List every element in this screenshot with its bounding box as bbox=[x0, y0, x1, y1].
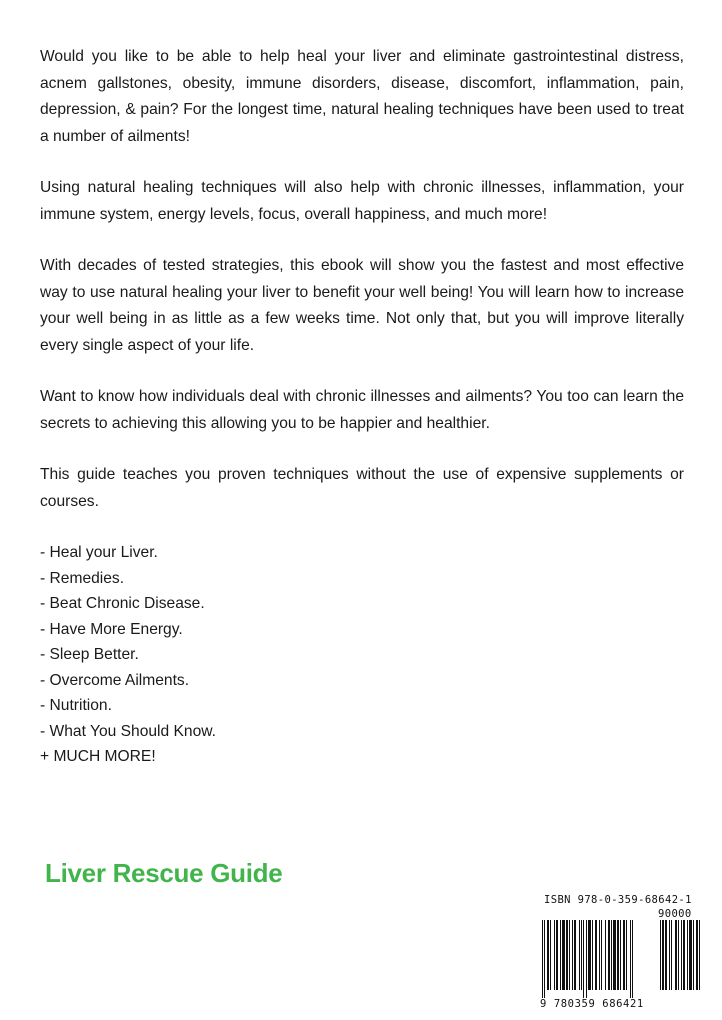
feature-item: - Remedies. bbox=[40, 569, 125, 587]
feature-item: - Heal your Liver. bbox=[40, 544, 158, 561]
feature-list bbox=[40, 540, 684, 770]
back-cover-description bbox=[40, 44, 684, 770]
paragraph-benefits: Using natural healing techniques will also help with chronic illnesses, inflammation, your immune system, energy levels, focus, overall happiness, and much more! bbox=[40, 179, 684, 223]
feature-item: - Overcome Ailments. bbox=[40, 671, 190, 689]
feature-item: + MUCH MORE! bbox=[40, 748, 156, 765]
barcode-digits: 9 780359 686421 bbox=[540, 998, 644, 1010]
book-title: Liver Rescue Guide bbox=[45, 858, 283, 888]
barcode-bars-icon bbox=[542, 920, 656, 998]
paragraph-intro: Would you like to be able to help heal your liver and eliminate gastrointestinal distress, acnem gallstones, obesity, immune disorders, disease, discomfort, inflammation, pain, depression, & pain? For the longest time, natural healing techniques have been used to treat a number of ailments! bbox=[40, 48, 684, 145]
feature-item: - Have More Energy. bbox=[40, 620, 183, 638]
barcode-addon-bars-icon bbox=[660, 920, 710, 998]
barcode-addon-code: 90000 bbox=[658, 908, 692, 920]
isbn-barcode bbox=[536, 892, 716, 1016]
paragraph-guide: This guide teaches you proven techniques without the use of expensive supplements or courses. bbox=[40, 466, 684, 510]
isbn-label: ISBN 978-0-359-68642-1 bbox=[544, 894, 692, 906]
paragraph-strategies: With decades of tested strategies, this ebook will show you the fastest and most effective way to use natural healing your liver to benefit your well being! You will learn how to increase your well being in as little as a few weeks time. Not only that, but you will improve literally every single aspect of your life. bbox=[40, 257, 684, 354]
feature-item: - What You Should Know. bbox=[40, 722, 216, 740]
feature-item: - Nutrition. bbox=[40, 697, 112, 714]
paragraph-secrets: Want to know how individuals deal with chronic illnesses and ailments? You too can learn the secrets to achieving this allowing you to be happier and healthier. bbox=[40, 388, 684, 432]
feature-item: - Beat Chronic Disease. bbox=[40, 595, 205, 612]
feature-item: - Sleep Better. bbox=[40, 646, 139, 663]
